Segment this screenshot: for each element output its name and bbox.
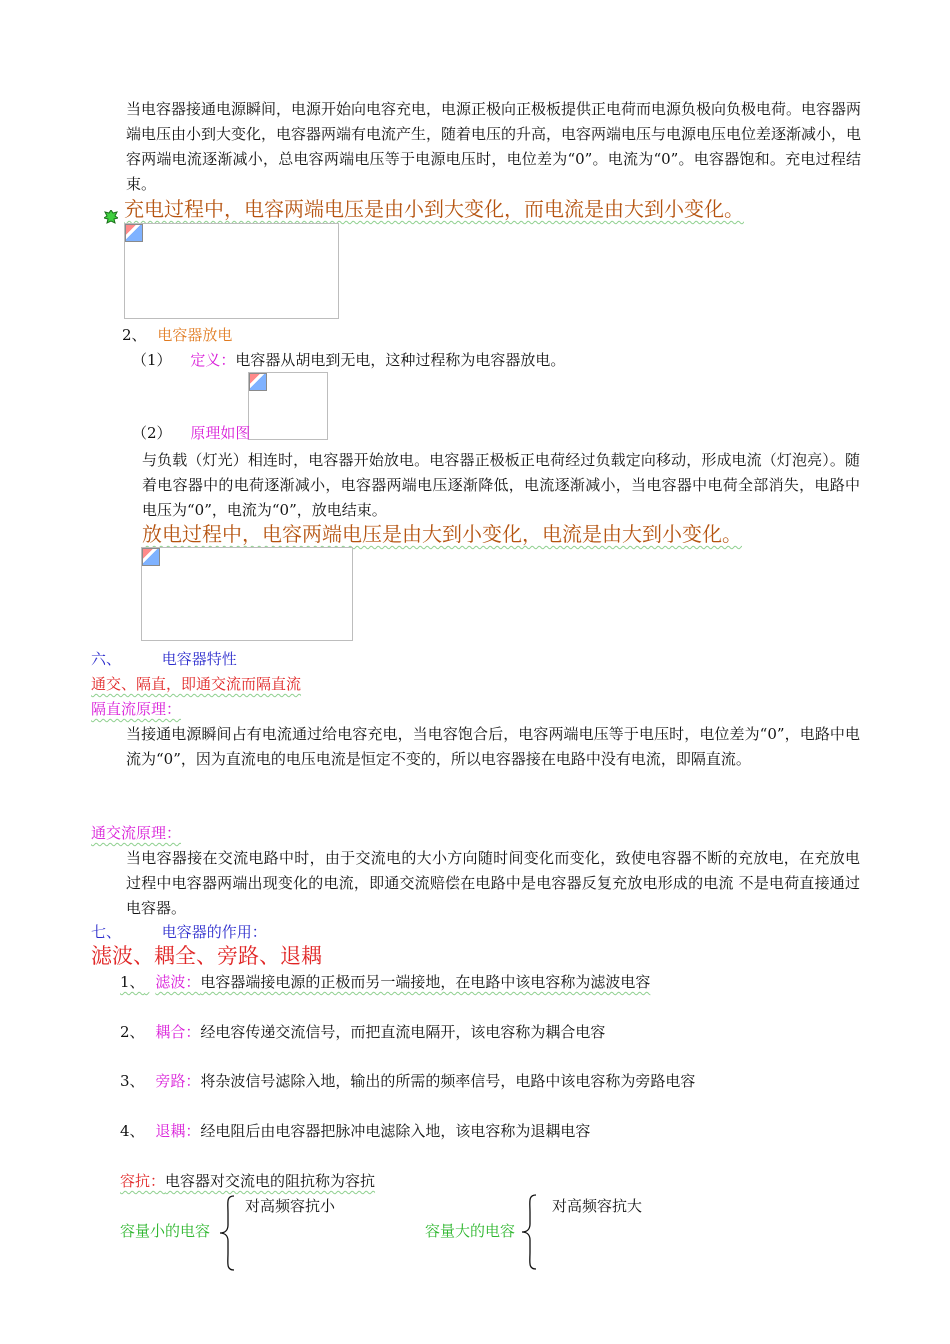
item-label: 退耦： [155,1122,201,1140]
section-number: 七、 [91,923,122,941]
small-cap-note: 对高频容抗小 [245,1197,336,1215]
discharge-number: 2、 [122,326,147,344]
discharge-paragraph: 与负载（灯光）相连时，电容器开始放电。电容器正极板正电荷经过负载定向移动，形成电流（灯泡亮）。随着电容器中的电荷逐渐减小，电容器两端电压逐渐降低，电流逐渐减小，当电容器中电荷全部消失，电路中电压为“0”，电流为“0”，放电结束。 [142,451,860,519]
use-item-3 [120,1069,695,1094]
comment-marker-icon [104,207,118,221]
item-label: 旁路： [155,1072,201,1090]
ac-principle-text: 当电容器接在交流电路中时，由于交流电的大小方向随时间变化而变化，致使电容器不断的充放电，在充放电过程中电容器两端出现变化的电流，即通交流赔偿在电路中是电容器反复充放电形成的电流 不是电荷直接通过电容器。 [126,849,860,917]
broken-image-icon [249,373,267,391]
discharge-summary: 放电过程中，电容两端电压是由大到小变化，电流是由大到小变化。 [142,522,742,546]
use-item-1 [120,970,650,995]
item-label: 原理如图 [190,424,251,442]
discharge-item-1 [132,348,565,373]
discharge-heading [122,323,232,348]
section-6-subtitle: 通交、隔直，即通交流而隔直流 [91,675,302,693]
broken-image-icon [125,224,143,242]
item-text: 将杂波信号滤除入地，输出的所需的频率信号，电路中该电容称为旁路电容 [200,1072,696,1090]
reactance-label: 容抗： [120,1172,166,1190]
large-cap-note: 对高频容抗大 [552,1197,643,1215]
section-number: 六、 [91,650,122,668]
charge-diagram-image [124,223,339,319]
use-item-4 [120,1119,590,1144]
discharge-diagram-image-small [248,372,328,440]
reactance-text: 电容器对交流电的阻抗称为容抗 [165,1172,376,1190]
discharge-title: 电容器放电 [157,326,233,344]
item-label: 耦合： [155,1023,201,1041]
item-number: （2） [132,424,172,442]
reactance-definition [120,1169,375,1194]
item-label: 滤波： [155,973,201,991]
discharge-item-2 [132,421,250,446]
item-text: 经电容传递交流信号，而把直流电隔开，该电容称为耦合电容 [200,1023,606,1041]
discharge-diagram-image [141,547,353,641]
ac-principle-label: 通交流原理： [91,824,182,842]
section-title: 电容器的作用： [161,923,267,941]
broken-image-icon [142,548,160,566]
item-label: 定义： [190,351,236,369]
item-text: 电容器从胡电到无电，这种过程称为电容器放电。 [235,351,566,369]
item-text: 经电阻后由电容器把脉冲电滤除入地，该电容称为退耦电容 [200,1122,591,1140]
item-text: 电容器端接电源的正极而另一端接地，在电路中该电容称为滤波电容 [200,973,651,991]
small-cap-brace-icon [218,1195,238,1271]
section-7-big-title: 滤波、耦全、旁路、退耦 [91,944,322,968]
item-number: 3、 [120,1072,145,1090]
charge-summary: 充电过程中，电容两端电压是由小到大变化，而电流是由大到小变化。 [124,197,744,221]
use-item-2 [120,1020,605,1045]
item-number: 4、 [120,1122,145,1140]
small-cap-label: 容量小的电容 [120,1222,211,1240]
section-6-heading [91,647,237,672]
item-number: 2、 [120,1023,145,1041]
section-7-heading [91,920,267,945]
dc-principle-label: 隔直流原理： [91,700,182,718]
charge-paragraph: 当电容器接通电源瞬间，电源开始向电容充电，电源正极向正极板提供正电荷而电源负极向负极电荷。电容器两端电压由小到大变化，电容器两端有电流产生，随着电压的升高，电容两端电压与电源电压电位差逐渐减小，电容两端电流逐渐减小，总电容两端电压等于电源电压时，电位差为“0”。电流为“0”。电容器饱和。充电过程结束。 [126,100,862,193]
section-title: 电容器特性 [161,650,237,668]
item-number: （1） [132,351,172,369]
dc-principle-text: 当接通电源瞬间占有电流通过给电容充电，当电容饱合后，电容两端电压等于电压时，电位差为“0”，电路中电流为“0”，因为直流电的电压电流是恒定不变的，所以电容器接在电路中没有电流，即隔直流。 [126,725,860,768]
item-number: 1、 [120,973,145,991]
large-cap-brace-icon [520,1194,540,1270]
large-cap-label: 容量大的电容 [425,1222,516,1240]
